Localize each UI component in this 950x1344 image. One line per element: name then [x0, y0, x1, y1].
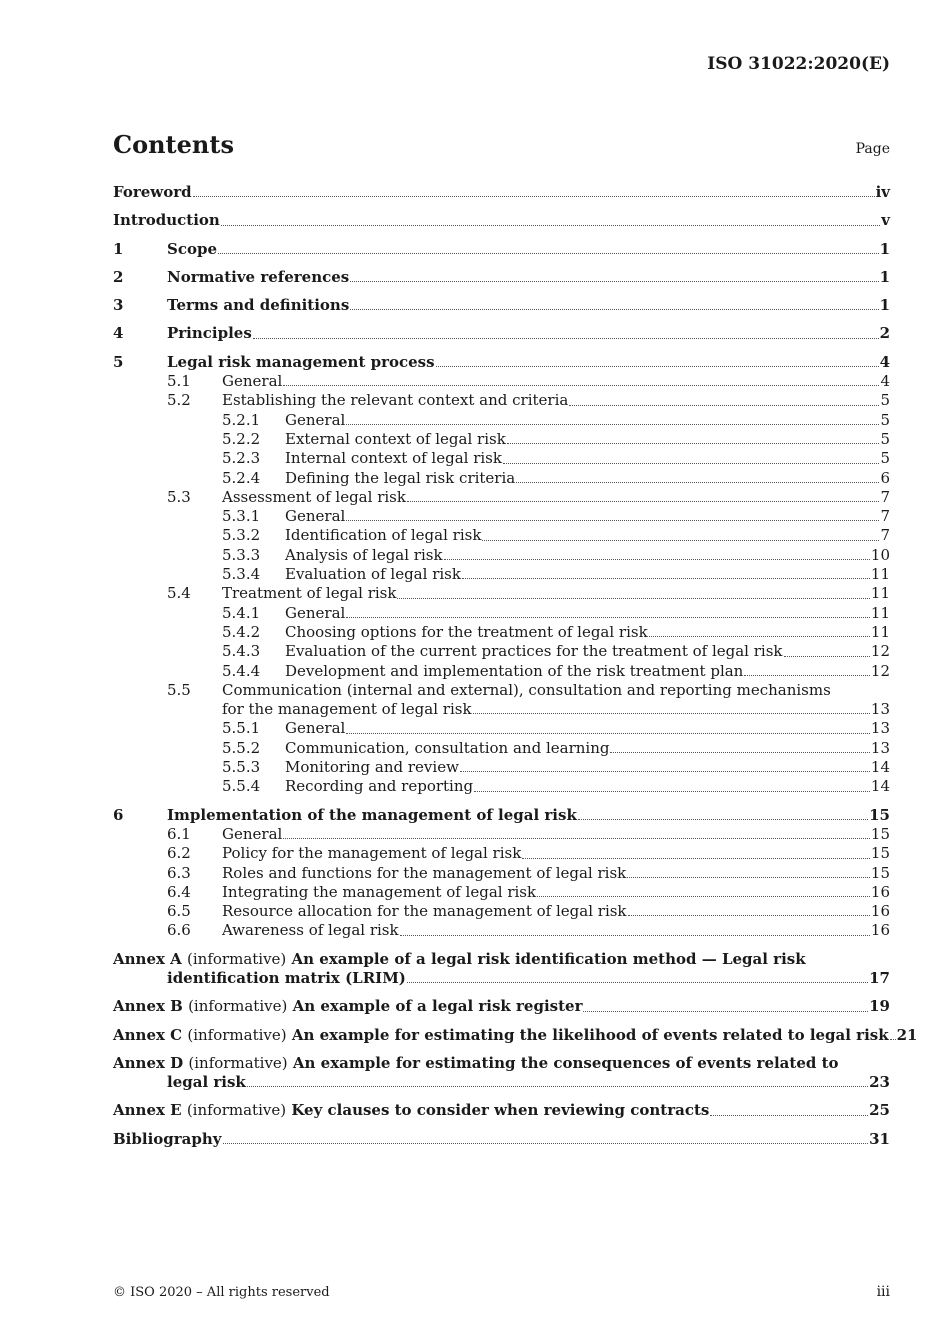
toc-entry-title: Normative references	[167, 267, 350, 286]
toc-entry-page: 19	[869, 997, 890, 1016]
toc-entry-number: 6.4	[167, 882, 191, 901]
toc-entry-title: General	[222, 372, 283, 391]
toc-entry-title: Principles	[167, 324, 252, 343]
toc-entry-title: An example of a legal risk identification method — Legal risk	[291, 949, 806, 968]
toc-entry-annex-d-continued[interactable]	[113, 1073, 890, 1092]
dot-leader	[444, 555, 870, 560]
toc-entry-5-5-2[interactable]	[113, 739, 890, 758]
dot-leader	[628, 911, 870, 916]
toc-entry-5-4-3[interactable]	[113, 642, 890, 661]
toc-entry-bibliography[interactable]	[113, 1130, 890, 1149]
toc-entry-title: Policy for the management of legal risk	[222, 844, 522, 863]
dot-leader	[346, 729, 870, 734]
toc-entry-page: 4	[880, 372, 890, 391]
annex-label: Annex A	[113, 949, 182, 968]
annex-qualifier: (informative)	[187, 949, 287, 968]
toc-entry-page: 16	[870, 902, 890, 921]
toc-entry-6-1[interactable]	[113, 825, 890, 844]
toc-entry-title: Recording and reporting	[285, 777, 474, 796]
toc-entry-6[interactable]	[113, 806, 890, 825]
toc-entry-5-3-4[interactable]	[113, 565, 890, 584]
dot-leader	[610, 748, 869, 753]
dot-leader	[537, 892, 870, 897]
toc-entry-annex-c[interactable]	[113, 1025, 918, 1045]
toc-entry-title: Scope	[167, 239, 218, 258]
annex-label: Annex C	[113, 1025, 183, 1044]
toc-entry-page: 7	[880, 526, 890, 545]
toc-entry-title: Establishing the relevant context and criteria	[222, 391, 569, 410]
document-code: ISO 31022:2020(E)	[707, 54, 890, 74]
toc-entry-page: 11	[870, 584, 890, 603]
dot-leader	[436, 362, 879, 367]
toc-entry-number: 5.2.2	[222, 429, 261, 448]
dot-leader	[223, 1139, 869, 1144]
toc-entry-page: 13	[870, 738, 890, 757]
toc-entry-title: General	[285, 507, 346, 526]
toc-entry-number: 6.1	[167, 824, 191, 843]
toc-entry-number: 5.5.3	[222, 758, 261, 777]
toc-entry-number: 5.5.2	[222, 738, 261, 757]
toc-entry-page: 14	[870, 758, 890, 777]
toc-entry-number: 5.4.4	[222, 661, 261, 680]
dot-leader	[578, 815, 868, 820]
dot-leader	[474, 787, 870, 792]
toc-entry-page: 10	[870, 545, 890, 564]
toc-entry-number: 4	[113, 324, 124, 343]
toc-entry-number: 3	[113, 296, 124, 315]
toc-entry-5-1[interactable]	[113, 372, 890, 391]
toc-entry-page: 12	[870, 642, 890, 661]
toc-entry-number: 6.2	[167, 844, 191, 863]
dot-leader	[503, 459, 879, 464]
dot-leader	[397, 594, 869, 599]
toc-entry-title: Bibliography	[113, 1129, 222, 1148]
toc-entry-5-2[interactable]	[113, 391, 890, 410]
toc-entry-6-5[interactable]	[113, 902, 890, 921]
toc-entry-page: 1	[879, 267, 890, 286]
footer-copyright: © ISO 2020 – All rights reserved	[113, 1285, 330, 1300]
toc-entry-title: Evaluation of the current practices for the treatment of legal risk	[285, 642, 783, 661]
dot-leader	[462, 574, 870, 579]
toc-entry-title: Internal context of legal risk	[285, 449, 502, 468]
toc-entry-annex-e[interactable]	[113, 1101, 890, 1120]
toc-entry-page: 5	[880, 449, 890, 468]
toc-entry-5-5[interactable]	[113, 681, 890, 700]
dot-leader	[569, 401, 879, 406]
toc-entry-title: for the management of legal risk	[222, 700, 472, 719]
toc-entry-annex-a-continued[interactable]	[113, 969, 890, 988]
toc-entry-page: 11	[870, 603, 890, 622]
dot-leader	[784, 652, 870, 657]
dot-leader	[400, 931, 870, 936]
toc-entry-number: 6.5	[167, 902, 191, 921]
toc-entry-5-3-3[interactable]	[113, 546, 890, 565]
toc-entry-introduction[interactable]	[113, 211, 890, 230]
toc-entry-title: General	[222, 824, 283, 843]
toc-entry-number: 1	[113, 239, 124, 258]
toc-entry-5-2-1[interactable]	[113, 411, 890, 430]
toc-entry-5-2-2[interactable]	[113, 430, 890, 449]
toc-entry-annex-b[interactable]	[113, 997, 890, 1016]
toc-entry-page: 16	[870, 921, 890, 940]
dot-leader	[516, 478, 879, 483]
toc-entry-5[interactable]	[113, 353, 890, 372]
dot-leader	[522, 854, 870, 859]
page-title: Contents	[113, 130, 234, 159]
toc-entry-title: Implementation of the management of legal risk	[167, 805, 577, 824]
toc-entry-number: 5.4	[167, 584, 191, 603]
toc-entry-title: External context of legal risk	[285, 429, 506, 448]
toc-entry-5-2-4[interactable]	[113, 469, 890, 488]
toc-entry-5-4-1[interactable]	[113, 604, 890, 623]
toc-entry-number: 5.4.3	[222, 642, 261, 661]
toc-entry-title: Introduction	[113, 211, 220, 230]
dot-leader	[507, 439, 880, 444]
toc-entry-5-5-1[interactable]	[113, 719, 890, 738]
dot-leader	[649, 632, 870, 637]
dot-leader	[283, 381, 879, 386]
table-of-contents	[113, 183, 918, 1149]
annex-qualifier: (informative)	[187, 1025, 287, 1044]
toc-entry-5-3[interactable]	[113, 488, 890, 507]
toc-entry-title: An example for estimating the consequences of events related to	[292, 1053, 839, 1072]
toc-entry-title: identification matrix (LRIM)	[167, 968, 406, 987]
dot-leader	[193, 192, 875, 197]
toc-entry-page: 1	[879, 239, 890, 258]
toc-entry-page: 4	[879, 352, 890, 371]
toc-entry-3[interactable]	[113, 296, 890, 315]
toc-entry-6-3[interactable]	[113, 864, 890, 883]
toc-entry-page: 13	[870, 719, 890, 738]
toc-entry-number: 5.4.2	[222, 622, 261, 641]
toc-entry-foreword[interactable]	[113, 183, 890, 202]
dot-leader	[407, 978, 868, 983]
toc-entry-6-2[interactable]	[113, 844, 890, 863]
toc-entry-page: 16	[870, 882, 890, 901]
toc-entry-page: 12	[870, 661, 890, 680]
toc-entry-title: Defining the legal risk criteria	[285, 468, 516, 487]
dot-leader	[407, 497, 880, 502]
toc-entry-page: 23	[869, 1073, 890, 1092]
toc-entry-title: Monitoring and review	[285, 758, 459, 777]
dot-leader	[583, 1007, 868, 1012]
toc-entry-number: 2	[113, 267, 124, 286]
dot-leader	[350, 305, 878, 310]
toc-entry-5-5-4[interactable]	[113, 777, 890, 796]
toc-entry-5-2-3[interactable]	[113, 449, 890, 468]
toc-entry-5-5-continued[interactable]	[113, 700, 890, 719]
page-column-label: Page	[855, 141, 890, 157]
toc-entry-number: 5.4.1	[222, 603, 261, 622]
toc-entry-page: 7	[880, 487, 890, 506]
dot-leader	[627, 873, 870, 878]
annex-qualifier: (informative)	[186, 1101, 287, 1120]
toc-entry-6-4[interactable]	[113, 883, 890, 902]
toc-entry-6-6[interactable]	[113, 921, 890, 940]
toc-entry-title: Roles and functions for the management of legal risk	[222, 863, 627, 882]
toc-entry-title: Terms and definitions	[167, 296, 350, 315]
toc-entry-annex-d[interactable]	[113, 1054, 890, 1073]
toc-entry-4[interactable]	[113, 324, 890, 343]
toc-entry-page: 11	[870, 565, 890, 584]
toc-entry-page: 5	[880, 410, 890, 429]
toc-entry-page: 15	[870, 863, 890, 882]
dot-leader	[350, 277, 878, 282]
toc-entry-5-3-2[interactable]	[113, 526, 890, 545]
toc-entry-title: General	[285, 719, 346, 738]
annex-label: Annex B	[113, 997, 183, 1016]
toc-entry-page: 14	[870, 777, 890, 796]
toc-entry-title: Resource allocation for the management of legal risk	[222, 902, 627, 921]
toc-entry-number: 5.1	[167, 372, 191, 391]
dot-leader	[283, 834, 870, 839]
toc-entry-annex-a[interactable]	[113, 950, 890, 969]
toc-entry-title: Evaluation of legal risk	[285, 565, 461, 584]
toc-entry-number: 5	[113, 352, 124, 371]
toc-entry-page: 21	[896, 1025, 918, 1044]
toc-entry-title: General	[285, 410, 346, 429]
toc-entry-page: 1	[879, 296, 890, 315]
toc-entry-title: An example for estimating the likelihood of events related to legal risk	[291, 1025, 889, 1044]
dot-leader	[221, 221, 880, 226]
toc-entry-page: 17	[869, 968, 890, 987]
toc-entry-number: 6	[113, 805, 124, 824]
toc-entry-page: 31	[869, 1129, 890, 1148]
toc-entry-number: 6.3	[167, 863, 191, 882]
toc-entry-page: 7	[880, 507, 890, 526]
toc-entry-2[interactable]	[113, 268, 890, 287]
toc-entry-page: 2	[879, 324, 890, 343]
annex-label: Annex D	[113, 1053, 184, 1072]
toc-entry-5-4[interactable]	[113, 584, 890, 603]
toc-entry-number: 5.5.1	[222, 719, 261, 738]
toc-entry-5-4-2[interactable]	[113, 623, 890, 642]
annex-qualifier: (informative)	[188, 1053, 288, 1072]
dot-leader	[744, 671, 870, 676]
toc-entry-number: 5.3.2	[222, 526, 261, 545]
toc-entry-page: iv	[875, 183, 890, 201]
toc-entry-1[interactable]	[113, 240, 890, 259]
dot-leader	[710, 1111, 868, 1116]
toc-entry-page: 6	[880, 468, 890, 487]
toc-entry-title: An example of a legal risk register	[292, 997, 583, 1016]
toc-entry-5-4-4[interactable]	[113, 662, 890, 681]
toc-entry-page: 11	[870, 622, 890, 641]
dot-leader	[346, 516, 879, 521]
dot-leader	[218, 249, 879, 254]
toc-entry-title: General	[285, 603, 346, 622]
toc-entry-title: Legal risk management process	[167, 352, 435, 371]
toc-entry-page: 15	[870, 844, 890, 863]
toc-entry-number: 5.2.1	[222, 410, 261, 429]
dot-leader	[253, 334, 879, 339]
dot-leader	[890, 1035, 896, 1040]
dot-leader	[460, 767, 870, 772]
toc-entry-number: 5.2.4	[222, 468, 261, 487]
toc-entry-page: 13	[870, 700, 890, 719]
toc-entry-number: 6.6	[167, 921, 191, 940]
footer-page-number: iii	[876, 1284, 890, 1300]
toc-entry-title: Awareness of legal risk	[222, 921, 399, 940]
toc-entry-title: Identification of legal risk	[285, 526, 482, 545]
toc-entry-page: 5	[880, 391, 890, 410]
toc-entry-page: 5	[880, 429, 890, 448]
toc-entry-title: Foreword	[113, 183, 192, 201]
toc-entry-title: legal risk	[167, 1073, 246, 1092]
toc-entry-page: 15	[870, 824, 890, 843]
dot-leader	[473, 709, 870, 714]
toc-entry-title: Treatment of legal risk	[222, 584, 397, 603]
toc-entry-title: Analysis of legal risk	[285, 545, 443, 564]
toc-entry-number: 5.3.4	[222, 565, 261, 584]
annex-label: Annex E	[113, 1101, 182, 1120]
toc-entry-title: Choosing options for the treatment of legal risk	[285, 622, 648, 641]
toc-entry-number: 5.2.3	[222, 449, 261, 468]
dot-leader	[346, 613, 870, 618]
toc-entry-page: v	[881, 211, 890, 230]
toc-entry-number: 5.3.3	[222, 545, 261, 564]
toc-entry-title: Development and implementation of the risk treatment plan	[285, 661, 744, 680]
toc-entry-5-5-3[interactable]	[113, 758, 890, 777]
toc-entry-title: Assessment of legal risk	[222, 487, 406, 506]
toc-entry-5-3-1[interactable]	[113, 507, 890, 526]
toc-entry-title: Communication (internal and external), consultation and reporting mechanisms	[222, 680, 831, 699]
toc-entry-title: Communication, consultation and learning	[285, 738, 610, 757]
toc-entry-page: 15	[869, 805, 890, 824]
toc-entry-number: 5.3	[167, 487, 191, 506]
toc-entry-number: 5.5.4	[222, 777, 261, 796]
annex-qualifier: (informative)	[188, 997, 288, 1016]
dot-leader	[346, 420, 879, 425]
toc-entry-number: 5.5	[167, 680, 191, 699]
toc-entry-number: 5.3.1	[222, 507, 261, 526]
dot-leader	[247, 1082, 868, 1087]
dot-leader	[482, 536, 879, 541]
toc-entry-number: 5.2	[167, 391, 191, 410]
toc-entry-page: 25	[869, 1101, 890, 1120]
toc-entry-title: Integrating the management of legal risk	[222, 882, 537, 901]
toc-entry-title: Key clauses to consider when reviewing contracts	[291, 1101, 710, 1120]
